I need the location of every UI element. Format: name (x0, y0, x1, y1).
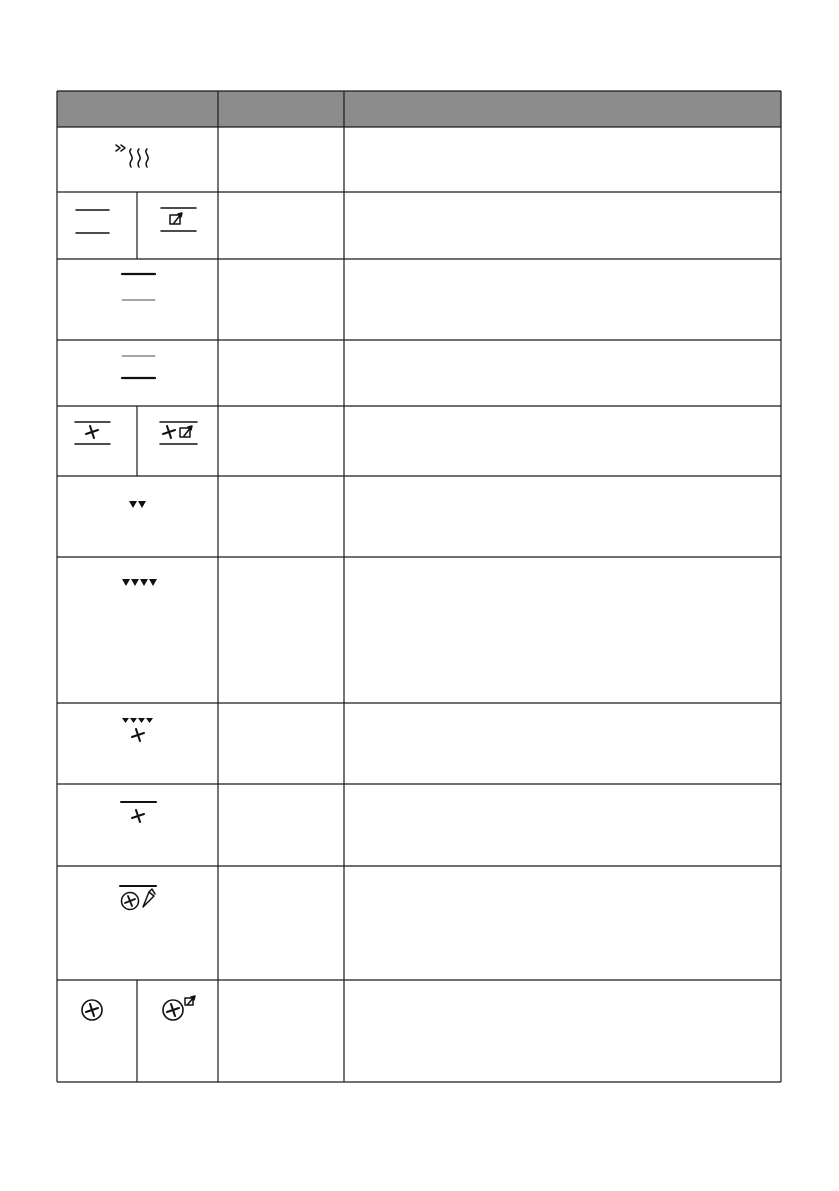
fan-grill-icon (121, 716, 159, 746)
fan-ring-heat-eco-icon (160, 993, 200, 1023)
top-bottom-heat-eco-icon (161, 205, 197, 237)
grill-high-icon (121, 577, 159, 589)
fan-ring-heat-icon (79, 997, 105, 1023)
bottom-heat-icon (122, 353, 156, 383)
fan-top-bottom-heat-icon (75, 418, 111, 450)
fast-heat-icon (112, 139, 160, 169)
header-cell-description (344, 91, 781, 127)
grill-low-icon (128, 499, 150, 511)
top-bottom-heat-icon (76, 205, 110, 237)
fan-bottom-heat-icon (121, 799, 157, 829)
top-heat-icon (122, 270, 156, 304)
header-cell-function (218, 91, 344, 127)
fan-top-bottom-heat-eco-icon (160, 418, 198, 450)
header-cell-symbol (57, 91, 218, 127)
fan-ring-top-pizza-icon (119, 883, 159, 913)
